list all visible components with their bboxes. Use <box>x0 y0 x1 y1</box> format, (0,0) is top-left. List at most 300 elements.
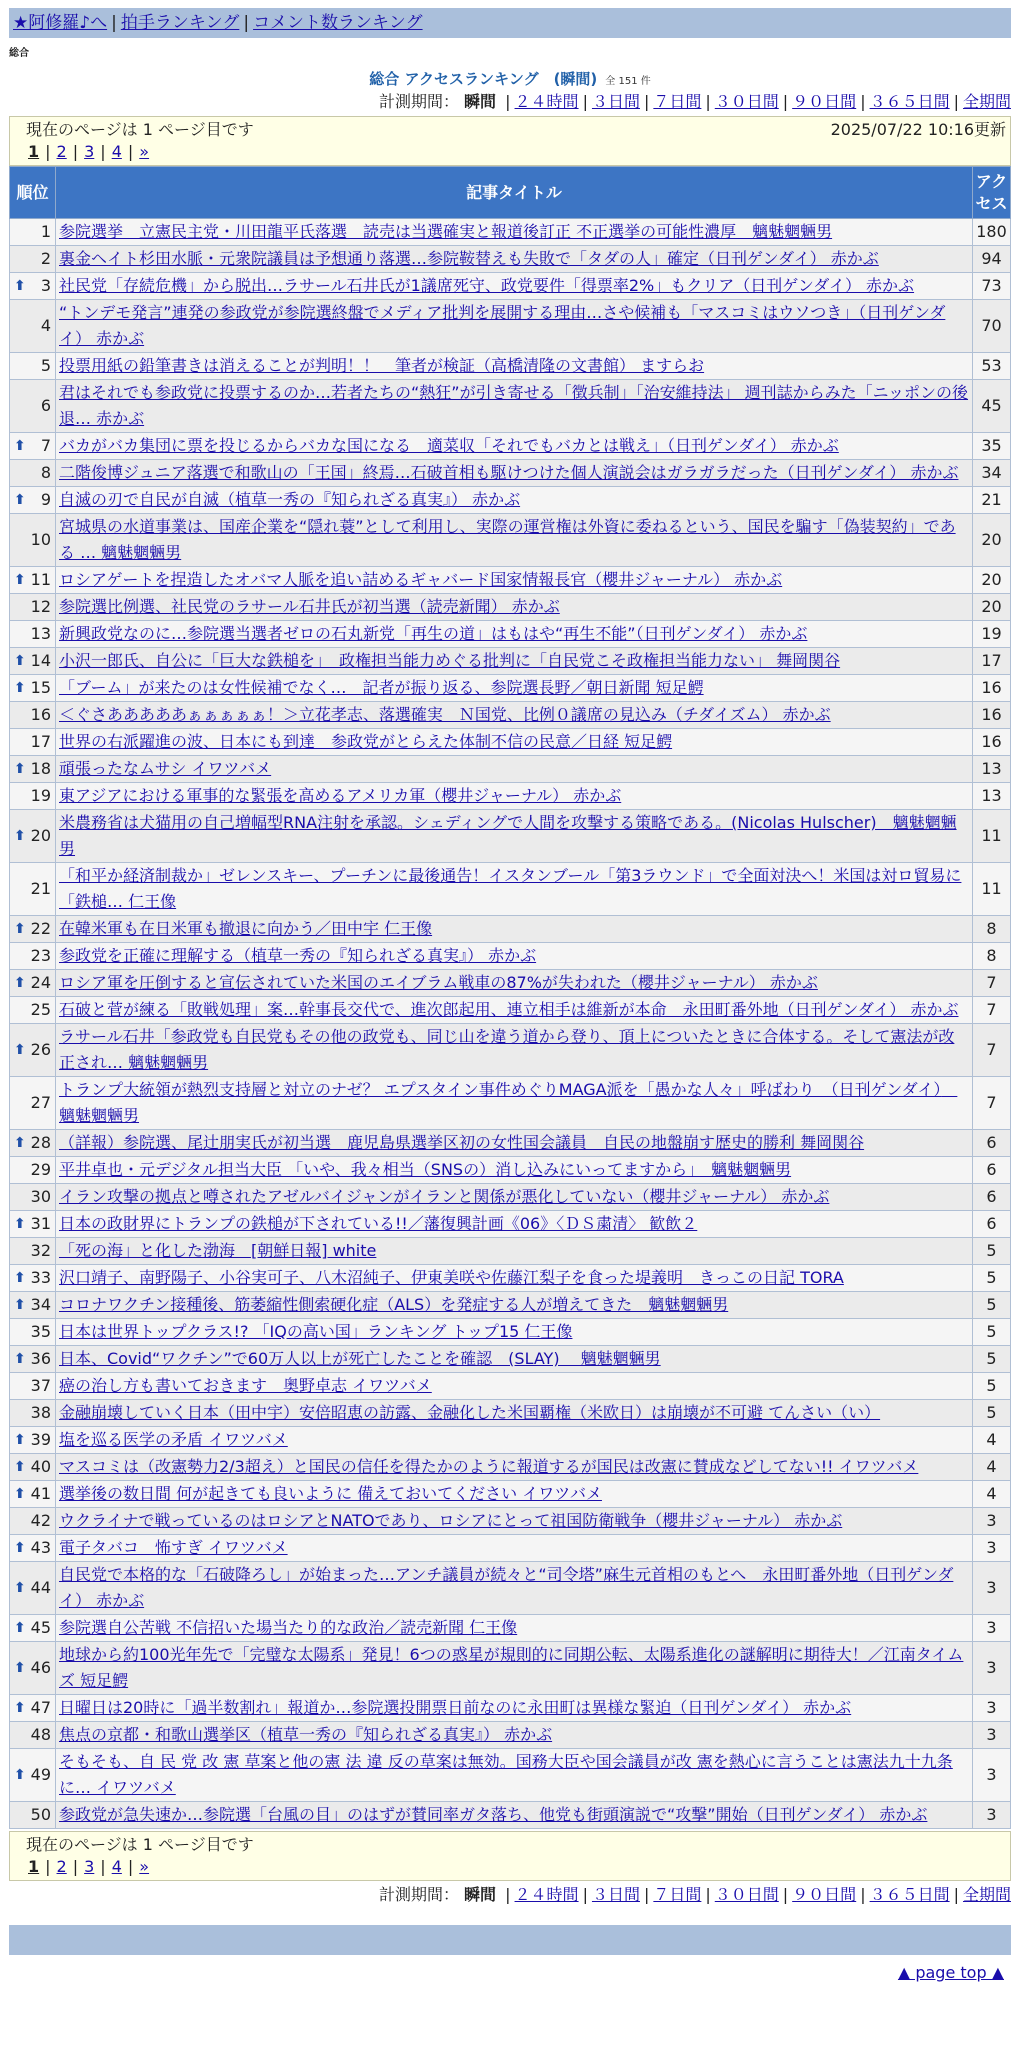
access-count: 13 <box>973 756 1011 783</box>
rank-number: 14 <box>30 651 51 670</box>
page-separator: | <box>72 1857 79 1876</box>
article-link[interactable]: 自民党で本格的な「石破降ろし」が始まった…アンチ議員が続々と“司令塔”麻生元首相のもとへ 永田町番外地（日刊ゲンダイ） 赤かぶ <box>59 1565 954 1610</box>
access-count: 5 <box>973 1319 1011 1346</box>
footer-bar <box>9 1925 1011 1955</box>
article-link[interactable]: 新興政党なのに…参院選当選者ゼロの石丸新党「再生の道」はもはや“再生不能”（日刊ゲンダイ） 赤かぶ <box>59 624 808 643</box>
period-separator: | <box>582 92 588 111</box>
rank-number: 10 <box>30 530 51 549</box>
rank-cell <box>10 1292 56 1319</box>
article-link[interactable]: 米農務省は犬猫用の自己増幅型RNA注射を承認。シェディングで人間を攻撃する策略である。(Nicolas Hulscher) 魑魅魍魎男 <box>59 813 957 858</box>
title-cell <box>56 514 973 567</box>
table-row <box>10 246 1011 273</box>
article-link[interactable]: 参政党が急失速か…参院選「台風の目」のはずが賛同率ガタ落ち、他党も街頭演説で“攻撃”開始（日刊ゲンダイ） 赤かぶ <box>59 1805 928 1824</box>
article-link[interactable]: 投票用紙の鉛筆書きは消えることが判明！！ 筆者が検証（高橋清隆の文書館） ますらお <box>59 356 705 375</box>
access-count: 16 <box>973 702 1011 729</box>
home-link[interactable]: ★阿修羅♪へ <box>13 13 108 33</box>
access-count: 3 <box>973 1562 1011 1615</box>
rank-number: 15 <box>30 678 51 697</box>
rank-number: 5 <box>40 356 51 375</box>
page-link[interactable]: 3 <box>84 1857 95 1876</box>
article-link[interactable]: 電子タバコ 怖すぎ イワツバメ <box>59 1538 288 1557</box>
page-separator: | <box>127 1857 134 1876</box>
article-link[interactable]: 頑張ったなムサシ イワツバメ <box>59 759 272 778</box>
col-access-header: アクセス <box>973 167 1011 219</box>
rank-number: 45 <box>30 1618 51 1637</box>
access-count: 4 <box>973 1481 1011 1508</box>
article-link[interactable]: マスコミは（改憲勢力2/3超え）と国民の信任を得たかのように報道するが国民は改憲に賛成などしてない!! イワツバメ <box>59 1457 919 1476</box>
rank-number: 31 <box>30 1214 51 1233</box>
period-link[interactable]: ３０日間 <box>714 1885 779 1904</box>
rank-number: 7 <box>40 436 51 455</box>
access-count: 34 <box>973 460 1011 487</box>
table-row <box>10 1508 1011 1535</box>
title-cell <box>56 1292 973 1319</box>
title-cell <box>56 1508 973 1535</box>
title-cell <box>56 863 973 916</box>
up-arrow-icon: ⬆ <box>14 1620 26 1636</box>
clap-ranking-link[interactable]: 拍手ランキング <box>120 13 240 33</box>
rank-cell <box>10 997 56 1024</box>
rank-cell <box>10 1508 56 1535</box>
table-row <box>10 943 1011 970</box>
rank-number: 22 <box>30 919 51 938</box>
rank-number: 1 <box>40 222 51 241</box>
article-link[interactable]: 「和平か経済制裁か」ゼレンスキー、プーチンに最後通告！イスタンブール「第3ラウンド」で全面対決へ！米国は対ロ貿易に「鉄槌… 仁王像 <box>59 866 962 911</box>
rank-number: 8 <box>40 463 51 482</box>
table-row <box>10 702 1011 729</box>
table-row <box>10 300 1011 353</box>
title-cell <box>56 1481 973 1508</box>
rank-cell <box>10 729 56 756</box>
title-cell <box>56 567 973 594</box>
access-count: 16 <box>973 675 1011 702</box>
rank-cell <box>10 1211 56 1238</box>
rank-cell <box>10 783 56 810</box>
page-link[interactable]: 3 <box>84 142 95 161</box>
period-link[interactable]: ３６５日間 <box>869 1885 950 1904</box>
article-link[interactable]: 自滅の刃で自民が自滅（植草一秀の『知られざる真実』） 赤かぶ <box>59 490 521 509</box>
period-link[interactable]: ３６５日間 <box>869 92 950 111</box>
rank-cell <box>10 1722 56 1749</box>
article-link[interactable]: 参院選挙 立憲民主党・川田龍平氏落選 読売は当選確実と報道後訂正 不正選挙の可能性濃厚 魑魅魍魎男 <box>59 222 833 241</box>
period-link[interactable]: ７日間 <box>653 92 702 111</box>
article-link[interactable]: 地球から約100光年先で「完璧な太陽系」発見！6つの惑星が規則的に同期公転、太陽系進化の謎解明に期待大！／江南タイムズ 短足鰐 <box>59 1645 964 1690</box>
article-link[interactable]: 参政党を正確に理解する（植草一秀の『知られざる真実』） 赤かぶ <box>59 946 537 965</box>
up-arrow-icon: ⬆ <box>14 653 26 669</box>
title-cell <box>56 433 973 460</box>
title-cell <box>56 460 973 487</box>
item-count: 全 151 件 <box>605 76 651 87</box>
title-cell <box>56 1695 973 1722</box>
access-count: 4 <box>973 1427 1011 1454</box>
up-arrow-icon: ⬆ <box>14 1042 26 1058</box>
table-row <box>10 729 1011 756</box>
title-cell <box>56 300 973 353</box>
rank-number: 38 <box>30 1403 51 1422</box>
article-link[interactable]: 選挙後の数日間 何が起きても良いように 備えておいてください イワツバメ <box>59 1484 602 1503</box>
table-row <box>10 1211 1011 1238</box>
title-cell <box>56 648 973 675</box>
period-link[interactable]: ９０日間 <box>792 1885 857 1904</box>
table-row <box>10 460 1011 487</box>
rank-number: 50 <box>30 1805 51 1824</box>
title-cell <box>56 1130 973 1157</box>
table-row <box>10 567 1011 594</box>
period-separator: | <box>705 1885 711 1904</box>
title-cell <box>56 1562 973 1615</box>
period-separator: | <box>953 92 959 111</box>
page-link[interactable]: 2 <box>56 142 67 161</box>
table-row <box>10 487 1011 514</box>
table-row <box>10 1319 1011 1346</box>
up-arrow-icon: ⬆ <box>14 492 26 508</box>
table-row <box>10 1562 1011 1615</box>
col-rank-header: 順位 <box>10 167 56 219</box>
next-page-link[interactable]: » <box>139 142 150 161</box>
article-link[interactable]: コロナワクチン接種後、筋萎縮性側索硬化症（ALS）を発症する人が増えてきた 魑魅魍魎男 <box>59 1295 729 1314</box>
page-separator: | <box>127 142 134 161</box>
title-cell <box>56 1024 973 1077</box>
access-count: 16 <box>973 729 1011 756</box>
article-link[interactable]: 「死の海」と化した渤海 [朝鮮日報] white <box>59 1241 377 1260</box>
rank-cell <box>10 1749 56 1802</box>
rank-number: 44 <box>30 1578 51 1597</box>
rank-number: 33 <box>30 1268 51 1287</box>
period-separator: | <box>860 92 866 111</box>
up-arrow-icon: ⬆ <box>14 1660 26 1676</box>
article-link[interactable]: 塩を巡る医学の矛盾 イワツバメ <box>59 1430 288 1449</box>
up-arrow-icon: ⬆ <box>14 828 26 844</box>
table-row <box>10 1373 1011 1400</box>
article-link[interactable]: 癌の治し方も書いておきます 奥野卓志 イワツバメ <box>59 1376 432 1395</box>
up-arrow-icon: ⬆ <box>14 1486 26 1502</box>
rank-number: 21 <box>30 879 51 898</box>
article-link[interactable]: 金融崩壊していく日本（田中宇）安倍昭恵の訪露、金融化した米国覇権（米欧日）は崩壊が不可避 てんさい（い） <box>59 1403 881 1422</box>
rank-number: 12 <box>30 597 51 616</box>
access-count: 70 <box>973 300 1011 353</box>
article-link[interactable]: 二階俊博ジュニア落選で和歌山の「王国」終焉…石破首相も駆けつけた個人演説会はガラガラだった（日刊ゲンダイ） 赤かぶ <box>59 463 959 482</box>
title-cell <box>56 1346 973 1373</box>
title-cell <box>56 810 973 863</box>
article-link[interactable]: 日本の政財界にトランプの鉄槌が下されている!!／藩復興計画《06》〈ＤＳ粛清〉 歓飲２ <box>59 1214 698 1233</box>
up-arrow-icon: ⬆ <box>14 1135 26 1151</box>
page-separator: | <box>45 142 51 161</box>
rank-number: 29 <box>30 1160 51 1179</box>
article-link[interactable]: 裏金ヘイト杉田水脈・元衆院議員は予想通り落選…参院鞍替えも失敗で「タダの人」確定（日刊ゲンダイ） 赤かぶ <box>59 249 879 268</box>
rank-cell <box>10 1615 56 1642</box>
title-cell <box>56 1184 973 1211</box>
article-link[interactable]: 参院選比例選、社民党のラサール石井氏が初当選（読売新聞） 赤かぶ <box>59 597 560 616</box>
access-count: 3 <box>973 1508 1011 1535</box>
rank-cell <box>10 675 56 702</box>
access-count: 6 <box>973 1157 1011 1184</box>
table-row <box>10 219 1011 246</box>
rank-cell <box>10 1238 56 1265</box>
rank-number: 3 <box>40 276 51 295</box>
up-arrow-icon: ⬆ <box>14 1270 26 1286</box>
up-arrow-icon: ⬆ <box>14 921 26 937</box>
rank-cell <box>10 1481 56 1508</box>
rank-number: 36 <box>30 1349 51 1368</box>
rank-cell <box>10 648 56 675</box>
access-count: 20 <box>973 567 1011 594</box>
period-link[interactable]: ３０日間 <box>714 92 779 111</box>
period-link[interactable]: ３日間 <box>591 92 640 111</box>
access-count: 11 <box>973 810 1011 863</box>
title-cell <box>56 916 973 943</box>
article-link[interactable]: 社民党「存続危機」から脱出…ラサール石井氏が1議席死守、政党要件「得票率2%」もクリア（日刊ゲンダイ） 赤かぶ <box>59 276 915 295</box>
access-count: 3 <box>973 1802 1011 1829</box>
up-arrow-icon: ⬆ <box>14 1351 26 1367</box>
article-link[interactable]: ＜ぐさあああああぁぁぁぁぁ！＞立花孝志、落選確実 Ｎ国党、比例０議席の見込み（チダイズム） 赤かぶ <box>59 705 831 724</box>
rank-number: 19 <box>30 786 51 805</box>
access-count: 21 <box>973 487 1011 514</box>
period-link[interactable]: ２４時間 <box>514 92 579 111</box>
title-cell <box>56 273 973 300</box>
table-row <box>10 1292 1011 1319</box>
title-cell <box>56 1427 973 1454</box>
period-link[interactable]: ２４時間 <box>514 1885 579 1904</box>
title-cell <box>56 702 973 729</box>
access-count: 7 <box>973 997 1011 1024</box>
period-separator: | <box>643 1885 650 1904</box>
period-separator: | <box>860 1885 866 1904</box>
table-row <box>10 1695 1011 1722</box>
ranking-table <box>9 166 1011 1829</box>
title-cell <box>56 783 973 810</box>
title-cell <box>56 487 973 514</box>
page-link[interactable]: 2 <box>56 1857 67 1876</box>
rank-cell <box>10 1373 56 1400</box>
rank-number: 41 <box>30 1484 51 1503</box>
table-row <box>10 514 1011 567</box>
article-link[interactable]: 参院選自公苦戦 不信招いた場当たり的な政治／読売新聞 仁王像 <box>59 1618 518 1637</box>
access-count: 5 <box>973 1346 1011 1373</box>
page-top-area <box>0 1963 1004 1982</box>
rank-cell <box>10 1130 56 1157</box>
rank-number: 47 <box>30 1698 51 1717</box>
rank-number: 32 <box>30 1241 51 1260</box>
rank-number: 40 <box>30 1457 51 1476</box>
period-link[interactable]: ７日間 <box>653 1885 702 1904</box>
article-link[interactable]: 沢口靖子、南野陽子、小谷実可子、八木沼純子、伊東美咲や佐藤江梨子を食った堤義明 きっこの日記 TORA <box>59 1268 844 1287</box>
access-count: 8 <box>973 943 1011 970</box>
rank-cell <box>10 219 56 246</box>
rank-cell <box>10 1077 56 1130</box>
article-link[interactable]: 宮城県の水道事業は、国産企業を“隠れ蓑”として利用し、実際の運営権は外資に委ねるという、国民を騙す「偽装契約」である … 魑魅魍魎男 <box>59 517 956 562</box>
table-row <box>10 675 1011 702</box>
rank-cell <box>10 1400 56 1427</box>
article-link[interactable]: ラサール石井「参政党も自民党もその他の政党も、同じ山を違う道から登り、頂上についたときに合体する。そして憲法が改正され… 魑魅魍魎男 <box>59 1027 955 1072</box>
rank-cell <box>10 514 56 567</box>
period-selector-bottom <box>0 1883 1011 1907</box>
article-link[interactable]: 平井卓也・元デジタル担当大臣 「いや、我々相当（SNSの）消し込みにいってますから」 魑魅魍魎男 <box>59 1160 792 1179</box>
rank-number: 39 <box>30 1430 51 1449</box>
up-arrow-icon: ⬆ <box>14 1432 26 1448</box>
title-cell <box>56 1749 973 1802</box>
access-count: 11 <box>973 863 1011 916</box>
period-link[interactable]: 全期間 <box>962 1885 1011 1904</box>
rank-cell <box>10 246 56 273</box>
top-nav-bar <box>9 8 1011 38</box>
table-row <box>10 756 1011 783</box>
updated-time: 2025/07/22 10:16更新 <box>830 120 1006 139</box>
table-row <box>10 1535 1011 1562</box>
table-row <box>10 1454 1011 1481</box>
table-row <box>10 1077 1011 1130</box>
access-count: 7 <box>973 970 1011 997</box>
rank-number: 4 <box>40 316 51 335</box>
access-count: 17 <box>973 648 1011 675</box>
up-arrow-icon: ⬆ <box>14 1700 26 1716</box>
article-link[interactable]: 在韓米軍も在日米軍も撤退に向かう／田中宇 仁王像 <box>59 919 433 938</box>
title-cell <box>56 1157 973 1184</box>
title-cell <box>56 1077 973 1130</box>
title-cell <box>56 621 973 648</box>
next-page-link[interactable]: » <box>139 1857 150 1876</box>
page-info: 現在のページは 1 ページ目です <box>26 120 254 139</box>
access-count: 6 <box>973 1211 1011 1238</box>
access-count: 5 <box>973 1400 1011 1427</box>
rank-number: 25 <box>30 1000 51 1019</box>
article-link[interactable]: 世界の右派躍進の波、日本にも到達 参政党がとらえた体制不信の民意／日経 短足鰐 <box>59 732 673 751</box>
rank-cell <box>10 460 56 487</box>
article-link[interactable]: 小沢一郎氏、自公に「巨大な鉄槌を」 政権担当能力めぐる批判に「自民党こそ政権担当能力ない」 舞岡関谷 <box>59 651 841 670</box>
title-cell <box>56 970 973 997</box>
page-top-link[interactable]: ▲ page top ▲ <box>897 1963 1004 1982</box>
article-link[interactable]: バカがバカ集団に票を投じるからバカな国になる 適菜収「それでもバカとは戦え」（日刊ゲンダイ） 赤かぶ <box>59 436 839 455</box>
article-link[interactable]: （詳報）参院選、尾辻朋実氏が初当選 鹿児島県選挙区初の女性国会議員 自民の地盤崩す歴史的勝利 舞岡関谷 <box>59 1133 865 1152</box>
access-count: 8 <box>973 916 1011 943</box>
table-row <box>10 273 1011 300</box>
title-cell <box>56 246 973 273</box>
table-row <box>10 1024 1011 1077</box>
article-link[interactable]: トランプ大統領が熱烈支持層と対立のナゼ？ エプスタイン事件めぐりMAGA派を「愚かな人々」呼ばわり （日刊ゲンダイ） 魑魅魍魎男 <box>59 1080 958 1125</box>
article-link[interactable]: ウクライナで戦っているのはロシアとNATOであり、ロシアにとって祖国防衛戦争（櫻井ジャーナル） 赤かぶ <box>59 1511 843 1530</box>
period-link[interactable]: ９０日間 <box>792 92 857 111</box>
article-link[interactable]: 日本、Covid“ワクチン”で60万人以上が死亡したことを確認 (SLAY) 魑魅魍魎男 <box>59 1349 661 1368</box>
access-count: 3 <box>973 1642 1011 1695</box>
article-link[interactable]: 君はそれでも参政党に投票するのか…若者たちの“熱狂”が引き寄せる「徴兵制」「治安維持法」 週刊誌からみた「ニッポンの後退… 赤かぶ <box>59 383 969 428</box>
access-count: 7 <box>973 1024 1011 1077</box>
pager-top <box>9 116 1011 166</box>
access-count: 20 <box>973 514 1011 567</box>
page-separator: | <box>100 1857 106 1876</box>
up-arrow-icon: ⬆ <box>14 278 26 294</box>
article-link[interactable]: 日本は世界トップクラス!? 「IQの高い国」ランキング トップ15 仁王像 <box>59 1322 573 1341</box>
access-count: 5 <box>973 1373 1011 1400</box>
rank-cell <box>10 1024 56 1077</box>
comment-ranking-link[interactable]: コメント数ランキング <box>253 13 423 33</box>
title-cell <box>56 1615 973 1642</box>
rank-cell <box>10 1695 56 1722</box>
nav-separator: | <box>111 13 117 33</box>
table-row <box>10 1238 1011 1265</box>
table-row <box>10 1749 1011 1802</box>
rank-number: 27 <box>30 1093 51 1112</box>
up-arrow-icon: ⬆ <box>14 572 26 588</box>
table-row <box>10 1642 1011 1695</box>
table-row <box>10 433 1011 460</box>
rank-number: 28 <box>30 1133 51 1152</box>
category-label: 総合 <box>9 48 29 59</box>
period-label: 計測期間： <box>378 92 459 111</box>
page-separator: | <box>72 142 79 161</box>
access-count: 94 <box>973 246 1011 273</box>
table-row <box>10 1157 1011 1184</box>
article-link[interactable]: 日曜日は20時に「過半数割れ」報道か…参院選投開票日前なのに永田町は異様な緊迫（日刊ゲンダイ） 赤かぶ <box>59 1698 852 1717</box>
article-link[interactable]: 石破と菅が練る「敗戦処理」案…幹事長交代で、進次郎起用、連立相手は維新が本命 永田町番外地（日刊ゲンダイ） 赤かぶ <box>59 1000 959 1019</box>
period-selector <box>0 90 1011 114</box>
table-row <box>10 916 1011 943</box>
up-arrow-icon: ⬆ <box>14 438 26 454</box>
article-link[interactable]: そもそも、自 民 党 改 憲 草案と他の憲 法 違 反の草案は無効。国務大臣や国会議員が改 憲を熱心に言うことは憲法九十九条に… イワツバメ <box>59 1752 953 1797</box>
article-link[interactable]: 焦点の京都・和歌山選挙区（植草一秀の『知られざる真実』） 赤かぶ <box>59 1725 553 1744</box>
access-count: 35 <box>973 433 1011 460</box>
article-link[interactable]: 東アジアにおける軍事的な緊張を高めるアメリカ軍（櫻井ジャーナル） 赤かぶ <box>59 786 622 805</box>
period-separator: | <box>505 1885 511 1904</box>
rank-cell <box>10 1265 56 1292</box>
title-cell <box>56 675 973 702</box>
ranking-heading <box>0 68 1020 90</box>
table-row <box>10 1130 1011 1157</box>
table-row <box>10 1265 1011 1292</box>
article-link[interactable]: ロシア軍を圧倒すると宣伝されていた米国のエイブラム戦車の87%が失われた（櫻井ジャーナル） 赤かぶ <box>59 973 818 992</box>
rank-number: 17 <box>30 732 51 751</box>
rank-cell <box>10 273 56 300</box>
rank-cell <box>10 353 56 380</box>
period-separator: | <box>705 92 711 111</box>
access-count: 180 <box>973 219 1011 246</box>
title-cell <box>56 353 973 380</box>
rank-cell <box>10 300 56 353</box>
up-arrow-icon: ⬆ <box>14 1540 26 1556</box>
table-row <box>10 1802 1011 1829</box>
period-current: 瞬間 <box>464 1885 497 1904</box>
access-count: 7 <box>973 1077 1011 1130</box>
table-row <box>10 1481 1011 1508</box>
rank-number: 49 <box>30 1765 51 1784</box>
rank-cell <box>10 1157 56 1184</box>
ranking-rows <box>10 219 1011 1829</box>
page-link[interactable]: 4 <box>111 142 122 161</box>
period-label: 計測期間： <box>378 1885 459 1904</box>
title-cell <box>56 1642 973 1695</box>
table-row <box>10 1722 1011 1749</box>
rank-cell <box>10 1642 56 1695</box>
article-link[interactable]: ロシアゲートを捏造したオバマ人脈を追い詰めるギャバード国家情報長官（櫻井ジャーナル） 赤かぶ <box>59 570 783 589</box>
rank-cell <box>10 1427 56 1454</box>
up-arrow-icon: ⬆ <box>14 1767 26 1783</box>
up-arrow-icon: ⬆ <box>14 1297 26 1313</box>
period-link[interactable]: 全期間 <box>962 92 1011 111</box>
article-link[interactable]: “トンデモ発言”連発の参政党が参院選終盤でメディア批判を展開する理由…さや候補も「マスコミはウソつき」（日刊ゲンダイ） 赤かぶ <box>59 303 946 348</box>
access-count: 3 <box>973 1722 1011 1749</box>
access-count: 6 <box>973 1184 1011 1211</box>
title-cell <box>56 997 973 1024</box>
table-row <box>10 1615 1011 1642</box>
period-link[interactable]: ３日間 <box>591 1885 640 1904</box>
title-cell <box>56 1211 973 1238</box>
article-link[interactable]: 「ブーム」が来たのは女性候補でなく… 記者が振り返る、参院選長野／朝日新聞 短足鰐 <box>59 678 704 697</box>
table-row <box>10 1346 1011 1373</box>
article-link[interactable]: イラン攻撃の拠点と噂されたアゼルバイジャンがイランと関係が悪化していない（櫻井ジャーナル） 赤かぶ <box>59 1187 830 1206</box>
table-row <box>10 997 1011 1024</box>
page-separator: | <box>45 1857 51 1876</box>
rank-cell <box>10 567 56 594</box>
page-link[interactable]: 4 <box>111 1857 122 1876</box>
access-count: 3 <box>973 1535 1011 1562</box>
